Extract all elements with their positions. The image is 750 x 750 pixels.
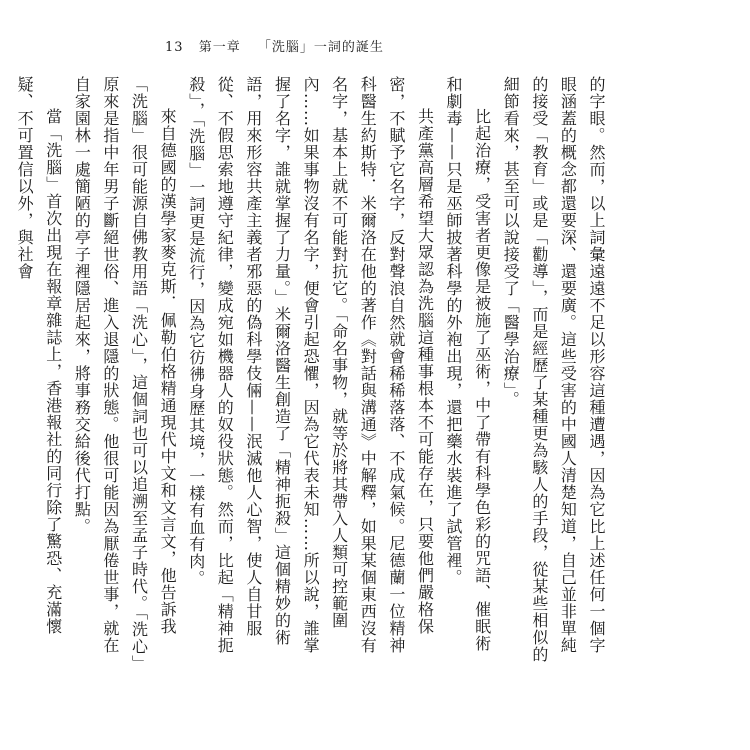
paragraph-1: 的字眼。然而，以上詞彙遠遠不足以形容這種遭遇，因為它比上述任何一個字眼涵蓋的概念都還要深、還要廣。這些受害的中國人清楚知道，自己並非單純的接受「教育」或是「勸導」，而是經歷了某種更為駭人的手段，從某些相似的細節看來，甚至可以說接受了「醫學治療」。 <box>501 76 606 663</box>
running-header <box>165 36 384 55</box>
paragraph-3: 共產黨高層希望大眾認為洗腦這種事根本不可能存在，只要他們嚴格保密，不賦予它名字，反對聲浪自然就會稀稀落落、不成氣候。尼德蘭一位精神科醫生約斯特．米爾洛在他的著作《對話與溝通》中解釋，如果某個東西沒有名字，基本上就不可能對抗它。「命名事物，就等於將其帶入人類可控範圍內……如果事物沒有名字，便會引起恐懼，因為它代表未知……所以說，誰掌握了名字，誰就掌握了力量。」米爾洛醫生創造了「精神扼殺」這個精妙的術語，用來形容共產主義者邪惡的偽科學伎倆——泯滅他人心智，使人自甘服從、不假思索地遵守紀律，變成宛如機器人的奴役狀態。然而，比起「精神扼殺」，「洗腦」一詞更是流行，因為它彷彿身歷其境，一樣有血有肉。 <box>186 76 435 654</box>
paragraph-4: 來自德國的漢學家麥克斯．佩勒伯格精通現代中文和文言文，他告訴我「洗腦」很可能源自佛教用語「洗心」，這個詞也可以追溯至孟子時代。「洗心」原來是指中年男子斷絕世俗、進入退隱的狀態。他很可能因為厭倦世事，就在自家園林一處簡陋的亭子裡隱居起來，將事務交給後代打點。 <box>72 76 178 664</box>
chapter-title: 「洗腦」一詞的誕生 <box>257 40 384 55</box>
chapter-label: 第一章 <box>198 40 241 55</box>
page-number: 13 <box>165 40 184 55</box>
body-text <box>15 76 610 666</box>
paragraph-5: 當「洗腦」首次出現在報章雜誌上，香港報社的同行除了驚恐、充滿懷疑、不可置信以外，與社會 <box>15 76 63 635</box>
paragraph-2: 比起治療，受害者更像是被施了巫術，中了帶有科學色彩的咒語、催眠術和劇毒——只是巫師披著科學的外袍出現，還把藥水裝進了試管裡。 <box>444 76 492 652</box>
